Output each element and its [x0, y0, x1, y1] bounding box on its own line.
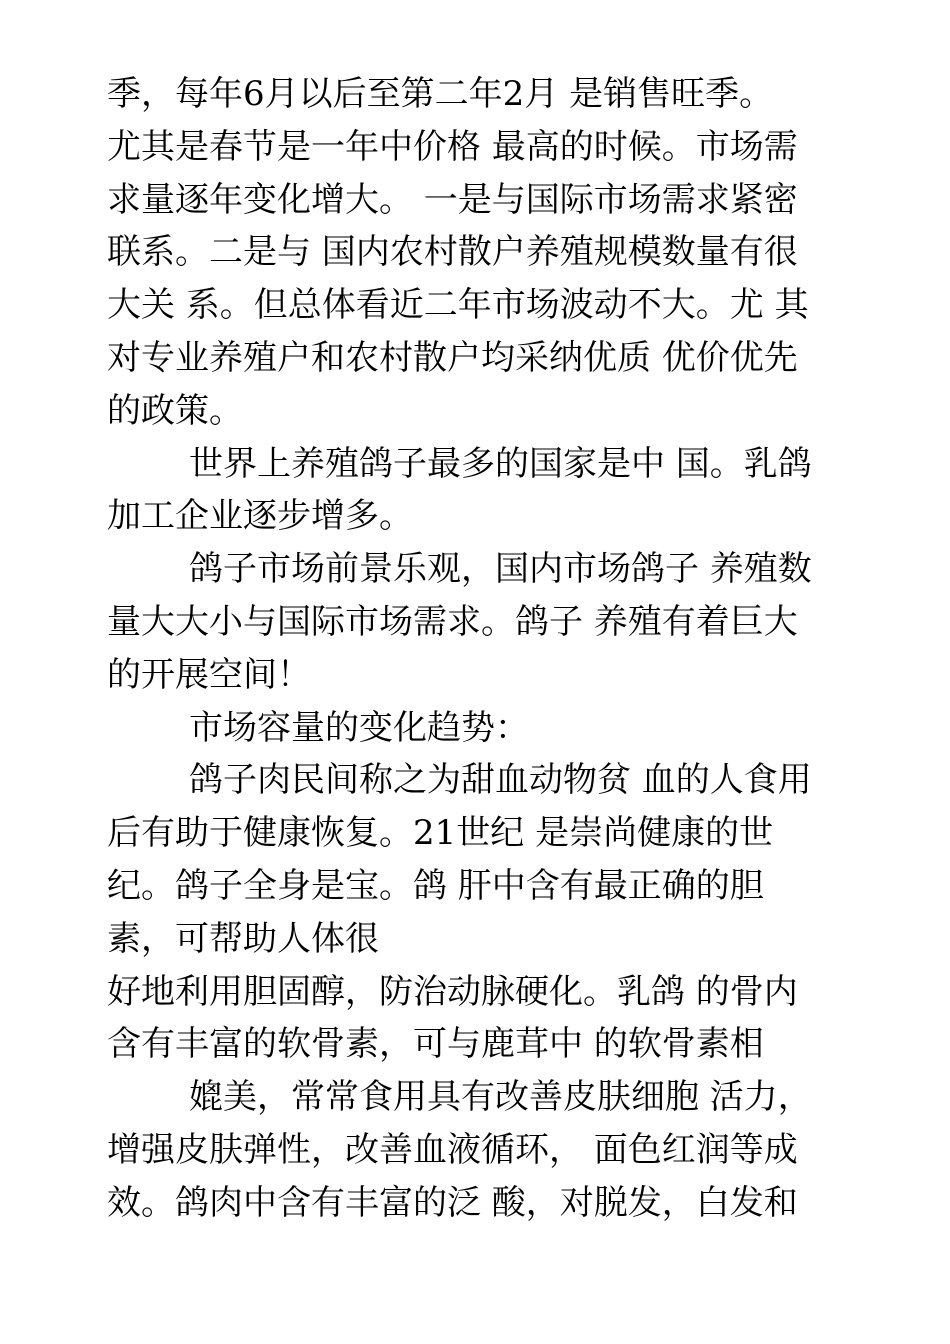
text-line: 媲美，常常食用具有改善皮肤细胞 活力，	[189, 1077, 812, 1118]
text-line: 效。鸽肉中含有丰富的泛 酸，对脱发，白发和	[107, 1182, 798, 1223]
text-line: 的政策。	[107, 390, 243, 431]
text-line: 世界上养殖鸽子最多的国家是中 国。乳鸽	[189, 443, 812, 484]
body-text	[107, 68, 877, 1230]
text-line: 季，每年6月以后至第二年2月 是销售旺季。	[107, 74, 774, 114]
text-line: 好地利用胆固醇，防治动脉硬化。乳鸽 的骨内	[107, 971, 798, 1012]
text-line: 增强皮肤弹性，改善血液循环， 面色红润等成	[107, 1129, 798, 1170]
text-line: 大关 系。但总体看近二年市场波动不大。尤 其	[107, 285, 809, 326]
text-line: 求量逐年变化增大。 一是与国际市场需求紧密	[107, 179, 798, 220]
text-line: 后有助于健康恢复。21世纪 是崇尚健康的世	[107, 813, 774, 854]
text-line: 鸽子肉民间称之为甜血动物贫 血的人食用	[189, 760, 812, 801]
text-line: 联系。二是与 国内农村散户养殖规模数量有很	[107, 232, 798, 273]
text-line: 鸽子市场前景乐观，国内市场鸽子 养殖数	[189, 549, 812, 590]
text-line: 纪。鸽子全身是宝。鸽 肝中含有最正确的胆	[107, 865, 764, 906]
text-line: 的开展空间！	[107, 654, 311, 695]
text-line: 素，可帮助人体很	[107, 918, 379, 959]
text-line: 尤其是春节是一年中价格 最高的时候。市场需	[107, 126, 798, 167]
text-line: 含有丰富的软骨素，可与鹿茸中 的软骨素相	[107, 1024, 764, 1065]
text-line: 加工企业逐步增多。	[107, 496, 413, 537]
text-line: 对专业养殖户和农村散户均采纳优质 优价优先	[107, 337, 798, 378]
text-line: 量大大小与国际市场需求。鸽子 养殖有着巨大	[107, 601, 798, 642]
text-line: 市场容量的变化趋势：	[189, 707, 529, 748]
